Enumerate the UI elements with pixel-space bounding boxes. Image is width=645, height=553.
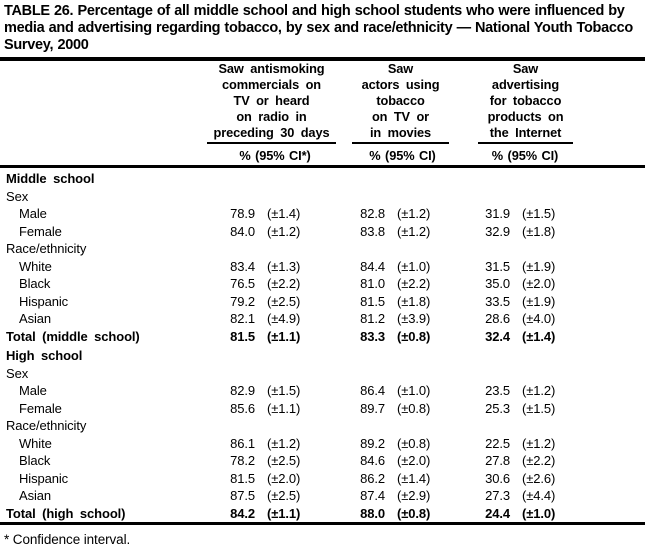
header-line: Saw antismoking bbox=[218, 61, 325, 76]
confidence-interval bbox=[385, 345, 455, 365]
table-row bbox=[0, 365, 645, 383]
statistics-table bbox=[0, 61, 645, 522]
percent-value: 83.4 bbox=[230, 258, 255, 274]
row-label: White bbox=[19, 258, 52, 274]
percent-value: 81.5 bbox=[360, 293, 385, 309]
confidence-interval: (±1.4) bbox=[522, 328, 556, 344]
confidence-interval bbox=[255, 417, 350, 435]
confidence-interval: (±1.0) bbox=[397, 383, 431, 399]
column-group-header bbox=[350, 61, 455, 144]
column-header-lines bbox=[478, 61, 573, 144]
confidence-interval: (±1.5) bbox=[267, 383, 301, 399]
percent-value bbox=[455, 345, 510, 365]
confidence-interval bbox=[385, 365, 455, 383]
confidence-interval bbox=[510, 240, 595, 258]
table-row bbox=[0, 328, 645, 346]
percent-value bbox=[350, 188, 385, 206]
confidence-interval: (±2.2) bbox=[267, 276, 301, 292]
confidence-interval: (±3.9) bbox=[397, 311, 431, 327]
confidence-interval: (±1.2) bbox=[522, 435, 556, 451]
confidence-interval bbox=[385, 240, 455, 258]
header-line: for tobacco bbox=[489, 93, 562, 108]
percent-value: 76.5 bbox=[230, 276, 255, 292]
percent-value bbox=[200, 240, 255, 258]
confidence-interval bbox=[255, 167, 350, 188]
percent-value: 82.9 bbox=[230, 383, 255, 399]
confidence-interval: (±1.9) bbox=[522, 293, 556, 309]
confidence-interval: (±1.8) bbox=[397, 293, 431, 309]
confidence-interval bbox=[255, 345, 350, 365]
spacer-cell bbox=[595, 435, 645, 453]
table-row bbox=[0, 205, 645, 223]
header-line: actors using bbox=[361, 77, 440, 92]
table-row bbox=[0, 435, 645, 453]
percent-value bbox=[350, 240, 385, 258]
column-subheader: % (95% CI) bbox=[491, 148, 559, 163]
percent-value: 85.6 bbox=[230, 400, 255, 416]
percent-value: 89.2 bbox=[360, 435, 385, 451]
table-row bbox=[0, 470, 645, 488]
corner-cell bbox=[0, 61, 200, 144]
percent-value bbox=[350, 167, 385, 188]
confidence-interval: (±2.2) bbox=[397, 276, 431, 292]
confidence-interval bbox=[255, 240, 350, 258]
percent-value bbox=[200, 417, 255, 435]
row-label: Black bbox=[19, 453, 51, 469]
percent-value: 84.4 bbox=[360, 258, 385, 274]
table-row bbox=[0, 188, 645, 206]
table-body bbox=[0, 167, 645, 523]
column-header-lines bbox=[352, 61, 449, 144]
confidence-interval: (±4.0) bbox=[522, 311, 556, 327]
footnote: * Confidence interval. bbox=[4, 532, 131, 547]
percent-value bbox=[350, 345, 385, 365]
spacer-cell bbox=[595, 61, 645, 144]
percent-value bbox=[200, 167, 255, 188]
percent-value bbox=[455, 188, 510, 206]
confidence-interval: (±0.8) bbox=[397, 328, 431, 344]
table-row bbox=[0, 345, 645, 365]
column-header-lines bbox=[207, 61, 336, 144]
confidence-interval: (±1.5) bbox=[522, 206, 556, 222]
table-row bbox=[0, 505, 645, 523]
table-row bbox=[0, 258, 645, 276]
confidence-interval: (±1.2) bbox=[397, 206, 431, 222]
confidence-interval: (±2.9) bbox=[397, 488, 431, 504]
spacer-cell bbox=[595, 417, 645, 435]
header-line: commercials on bbox=[221, 77, 322, 92]
percent-value: 84.6 bbox=[360, 453, 385, 469]
row-label: Race/ethnicity bbox=[6, 418, 87, 434]
confidence-interval: (±2.6) bbox=[522, 470, 556, 486]
column-group-header bbox=[455, 61, 595, 144]
percent-value: 32.4 bbox=[485, 328, 511, 344]
confidence-interval bbox=[510, 345, 595, 365]
row-label: Sex bbox=[6, 188, 29, 204]
row-label: Middle school bbox=[6, 171, 95, 187]
percent-value: 27.3 bbox=[485, 488, 511, 504]
percent-value: 83.8 bbox=[360, 223, 385, 239]
percent-value: 81.5 bbox=[230, 470, 255, 486]
confidence-interval: (±1.1) bbox=[267, 328, 301, 344]
header-line: TV or heard bbox=[233, 93, 310, 108]
header-line: in movies bbox=[369, 125, 432, 140]
row-label: Total (high school) bbox=[6, 505, 126, 521]
row-label: White bbox=[19, 435, 52, 451]
confidence-interval bbox=[510, 167, 595, 188]
table-row bbox=[0, 293, 645, 311]
confidence-interval: (±1.0) bbox=[397, 258, 431, 274]
header-line: preceding 30 days bbox=[213, 125, 330, 140]
confidence-interval: (±1.2) bbox=[522, 383, 556, 399]
percent-value: 78.2 bbox=[230, 453, 255, 469]
percent-value bbox=[455, 167, 510, 188]
percent-value bbox=[455, 240, 510, 258]
confidence-interval bbox=[255, 188, 350, 206]
subheader-row bbox=[0, 144, 645, 167]
confidence-interval: (±0.8) bbox=[397, 400, 431, 416]
spacer-cell bbox=[595, 470, 645, 488]
row-label: Asian bbox=[19, 488, 52, 504]
percent-value bbox=[200, 365, 255, 383]
table-row bbox=[0, 382, 645, 400]
percent-value: 84.2 bbox=[230, 505, 255, 521]
confidence-interval: (±0.8) bbox=[397, 435, 431, 451]
table-row bbox=[0, 310, 645, 328]
spacer-cell bbox=[595, 223, 645, 241]
confidence-interval: (±2.0) bbox=[267, 470, 301, 486]
confidence-interval bbox=[510, 188, 595, 206]
confidence-interval bbox=[510, 365, 595, 383]
percent-value bbox=[350, 365, 385, 383]
header-line: tobacco bbox=[376, 93, 425, 108]
percent-value: 86.4 bbox=[360, 383, 385, 399]
percent-value bbox=[455, 365, 510, 383]
confidence-interval: (±2.0) bbox=[522, 276, 556, 292]
table-row bbox=[0, 223, 645, 241]
header-line: on TV or bbox=[371, 109, 430, 124]
confidence-interval: (±1.2) bbox=[267, 223, 301, 239]
percent-value: 81.0 bbox=[360, 276, 385, 292]
column-subheader: % (95% CI) bbox=[369, 148, 436, 163]
header-line: products on bbox=[487, 109, 564, 124]
spacer-cell bbox=[595, 188, 645, 206]
row-label: Hispanic bbox=[19, 293, 69, 309]
confidence-interval bbox=[255, 365, 350, 383]
confidence-interval: (±0.8) bbox=[397, 505, 431, 521]
header-line: on radio in bbox=[236, 109, 307, 124]
spacer-cell bbox=[595, 382, 645, 400]
confidence-interval: (±4.9) bbox=[267, 311, 301, 327]
confidence-interval: (±1.4) bbox=[397, 470, 431, 486]
confidence-interval bbox=[510, 417, 595, 435]
table-row bbox=[0, 452, 645, 470]
confidence-interval bbox=[385, 417, 455, 435]
percent-value: 28.6 bbox=[485, 311, 511, 327]
row-label: Male bbox=[19, 206, 47, 222]
confidence-interval: (±2.2) bbox=[522, 453, 556, 469]
confidence-interval: (±1.4) bbox=[267, 206, 301, 222]
percent-value: 79.2 bbox=[230, 293, 255, 309]
percent-value: 84.0 bbox=[230, 223, 255, 239]
confidence-interval: (±2.5) bbox=[267, 488, 301, 504]
percent-value: 32.9 bbox=[485, 223, 511, 239]
confidence-interval bbox=[385, 167, 455, 188]
confidence-interval: (±1.5) bbox=[522, 400, 556, 416]
row-label: Male bbox=[19, 383, 47, 399]
confidence-interval: (±1.2) bbox=[267, 435, 301, 451]
confidence-interval: (±2.0) bbox=[397, 453, 431, 469]
percent-value: 27.8 bbox=[485, 453, 511, 469]
row-label: Asian bbox=[19, 311, 52, 327]
percent-value: 23.5 bbox=[485, 383, 511, 399]
percent-value bbox=[200, 188, 255, 206]
spacer-cell bbox=[595, 144, 645, 167]
table-row bbox=[0, 240, 645, 258]
column-group-header bbox=[200, 61, 350, 144]
percent-value: 87.5 bbox=[230, 488, 255, 504]
spacer-cell bbox=[595, 345, 645, 365]
percent-value: 78.9 bbox=[230, 206, 255, 222]
confidence-interval: (±1.8) bbox=[522, 223, 556, 239]
table-row bbox=[0, 487, 645, 505]
percent-value: 83.3 bbox=[360, 328, 385, 344]
confidence-interval: (±2.5) bbox=[267, 293, 301, 309]
spacer-cell bbox=[595, 505, 645, 523]
confidence-interval: (±2.5) bbox=[267, 453, 301, 469]
row-label: High school bbox=[6, 348, 83, 364]
table-row bbox=[0, 167, 645, 188]
row-label: Sex bbox=[6, 365, 29, 381]
column-subheader: % (95% CI*) bbox=[239, 148, 311, 163]
percent-value: 87.4 bbox=[360, 488, 385, 504]
confidence-interval: (±4.4) bbox=[522, 488, 556, 504]
spacer-cell bbox=[595, 205, 645, 223]
header-line: Saw bbox=[512, 61, 539, 76]
confidence-interval: (±1.3) bbox=[267, 258, 301, 274]
spacer-cell bbox=[595, 452, 645, 470]
row-label: Female bbox=[19, 223, 62, 239]
percent-value: 31.9 bbox=[485, 206, 511, 222]
spacer-cell bbox=[595, 310, 645, 328]
spacer-cell bbox=[595, 400, 645, 418]
percent-value: 89.7 bbox=[360, 400, 385, 416]
table-header bbox=[0, 61, 645, 167]
spacer-cell bbox=[595, 328, 645, 346]
header-line: Saw bbox=[387, 61, 414, 76]
percent-value: 88.0 bbox=[360, 505, 385, 521]
spacer-cell bbox=[595, 293, 645, 311]
spacer-cell bbox=[595, 240, 645, 258]
table-row bbox=[0, 417, 645, 435]
percent-value bbox=[200, 345, 255, 365]
corner-cell bbox=[0, 144, 200, 167]
confidence-interval: (±1.2) bbox=[397, 223, 431, 239]
percent-value: 30.6 bbox=[485, 470, 511, 486]
header-line: advertising bbox=[491, 77, 560, 92]
percent-value: 25.3 bbox=[485, 400, 511, 416]
row-label: Total (middle school) bbox=[6, 328, 140, 344]
percent-value: 33.5 bbox=[485, 293, 511, 309]
row-label: Race/ethnicity bbox=[6, 241, 87, 257]
percent-value: 82.1 bbox=[230, 311, 255, 327]
table-row bbox=[0, 275, 645, 293]
percent-value: 35.0 bbox=[485, 276, 511, 292]
percent-value: 81.5 bbox=[230, 328, 255, 344]
row-label: Black bbox=[19, 276, 51, 292]
table-title: TABLE 26. Percentage of all middle school and high school students who were influenced by media and advertising regarding tobacco, by sex and race/ethnicity — National Youth Tobacco Survey, 2000 bbox=[4, 3, 633, 53]
confidence-interval: (±1.9) bbox=[522, 258, 556, 274]
table-row bbox=[0, 400, 645, 418]
percent-value: 31.5 bbox=[485, 258, 511, 274]
row-label: Hispanic bbox=[19, 470, 69, 486]
percent-value: 86.1 bbox=[230, 435, 255, 451]
header-line: the Internet bbox=[489, 125, 562, 140]
percent-value bbox=[350, 417, 385, 435]
percent-value: 81.2 bbox=[360, 311, 385, 327]
confidence-interval: (±1.1) bbox=[267, 505, 301, 521]
confidence-interval: (±1.0) bbox=[522, 505, 556, 521]
percent-value: 24.4 bbox=[485, 505, 511, 521]
confidence-interval: (±1.1) bbox=[267, 400, 301, 416]
group-header-row bbox=[0, 61, 645, 144]
spacer-cell bbox=[595, 365, 645, 383]
percent-value: 86.2 bbox=[360, 470, 385, 486]
percent-value: 22.5 bbox=[485, 435, 511, 451]
percent-value bbox=[455, 417, 510, 435]
percent-value: 82.8 bbox=[360, 206, 385, 222]
spacer-cell bbox=[595, 167, 645, 188]
confidence-interval bbox=[385, 188, 455, 206]
spacer-cell bbox=[595, 258, 645, 276]
spacer-cell bbox=[595, 487, 645, 505]
spacer-cell bbox=[595, 275, 645, 293]
row-label: Female bbox=[19, 400, 62, 416]
